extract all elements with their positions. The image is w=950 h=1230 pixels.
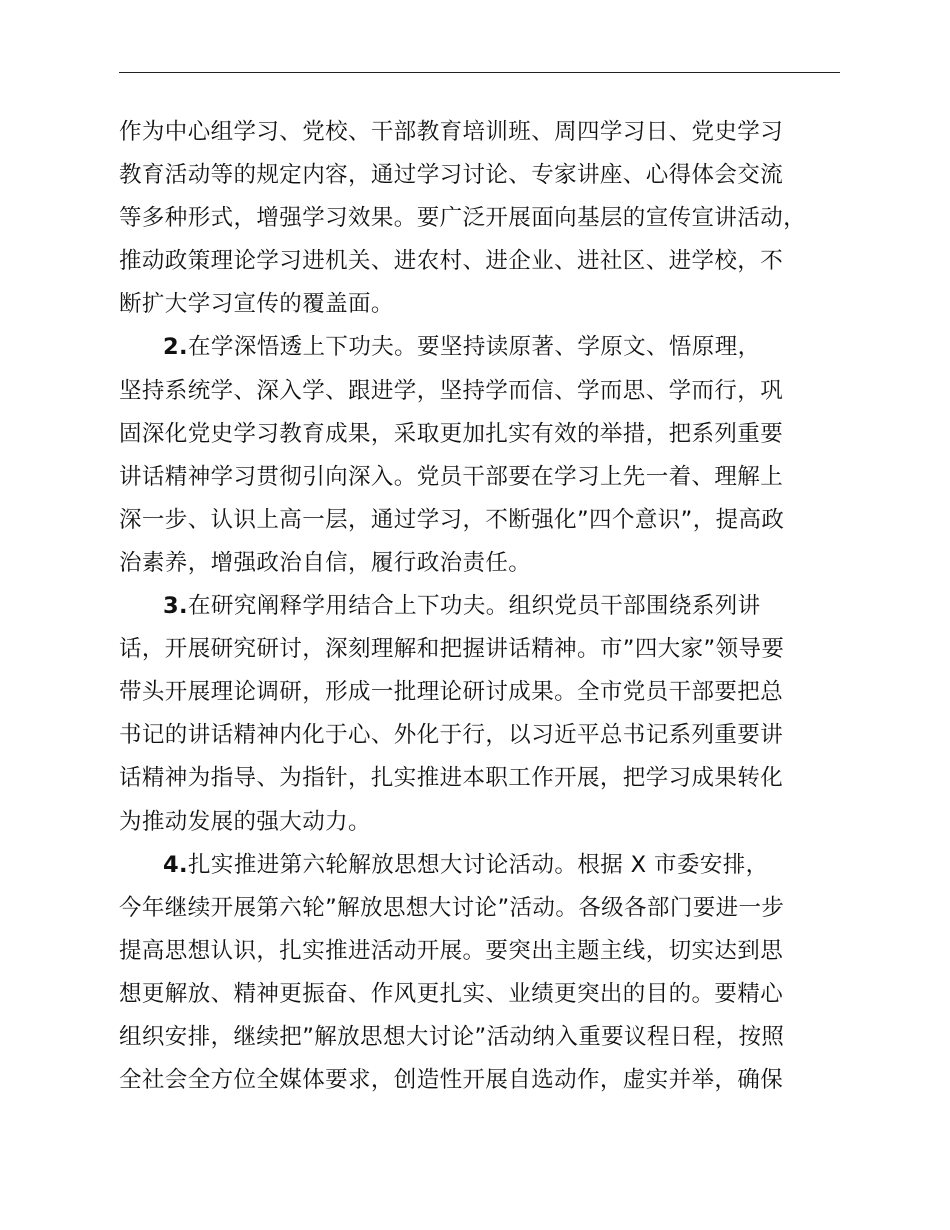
document-body: [119, 111, 841, 1102]
text-line: 治素养，增强政治自信，履行政治责任。: [119, 549, 532, 576]
text-line: 等多种形式，增强学习效果。要广泛开展面向基层的宣传宣讲活动，: [119, 205, 807, 232]
header-rule: [119, 72, 840, 73]
text-line: 想更解放、精神更振奋、作风更扎实、业绩更突出的目的。要精心: [119, 980, 784, 1007]
text-line: 全社会全方位全媒体要求，创造性开展自选动作，虚实并举，确保: [119, 1067, 784, 1094]
text-line: 深一步、认识上高一层，通过学习，不断强化”四个意识”，提高政: [119, 506, 785, 533]
text-line: 断扩大学习宣传的覆盖面。: [119, 291, 394, 318]
text-line: 书记的讲话精神内化于心、外化于行，以习近平总书记系列重要讲: [119, 722, 784, 749]
text-line: 话精神为指导、为指针，扎实推进本职工作开展，把学习成果转化: [119, 765, 784, 792]
text-line: 推动政策理论学习进机关、进农村、进企业、进社区、进学校，不: [119, 248, 784, 275]
text-line: [119, 585, 841, 628]
paragraph-2: [119, 326, 841, 585]
paragraph-number: 3.: [163, 593, 189, 620]
paragraph-heading-text: 在学深悟透上下功夫。要坚持读原著、学原文、悟原理，: [188, 334, 761, 361]
text-line: 今年继续开展第六轮”解放思想大讨论”活动。各级各部门要进一步: [119, 894, 785, 921]
text-line: 讲话精神学习贯彻引向深入。党员干部要在学习上先一着、理解上: [119, 463, 784, 490]
text-line: 作为中心组学习、党校、干部教育培训班、周四学习日、党史学习: [119, 119, 784, 145]
paragraph-continuation: [119, 111, 841, 326]
text-line: 固深化党史学习教育成果，采取更加扎实有效的举措，把系列重要: [119, 420, 784, 447]
text-line: 话，开展研究研讨，深刻理解和把握讲话精神。市”四大家”领导要: [119, 636, 785, 663]
text-line: [119, 326, 841, 369]
text-line: 为推动发展的强大动力。: [119, 808, 371, 835]
paragraph-heading-text: 在研究阐释学用结合上下功夫。组织党员干部围绕系列讲: [188, 593, 761, 620]
paragraph-number: 4.: [163, 851, 189, 878]
paragraph-heading-text: 扎实推进第六轮解放思想大讨论活动。根据 X 市委安排，: [188, 851, 769, 878]
paragraph-4: [119, 844, 841, 1103]
paragraph-3: [119, 585, 841, 844]
text-line: [119, 844, 841, 887]
text-line: 教育活动等的规定内容，通过学习讨论、专家讲座、心得体会交流: [119, 162, 784, 189]
text-line: 组织安排，继续把”解放思想大讨论”活动纳入重要议程日程，按照: [119, 1023, 785, 1050]
text-line: 坚持系统学、深入学、跟进学，坚持学而信、学而思、学而行，巩: [119, 377, 784, 404]
text-line: 提高思想认识，扎实推进活动开展。要突出主题主线，切实达到思: [119, 937, 784, 964]
text-line: 带头开展理论调研，形成一批理论研讨成果。全市党员干部要把总: [119, 679, 784, 706]
paragraph-number: 2.: [163, 334, 189, 361]
